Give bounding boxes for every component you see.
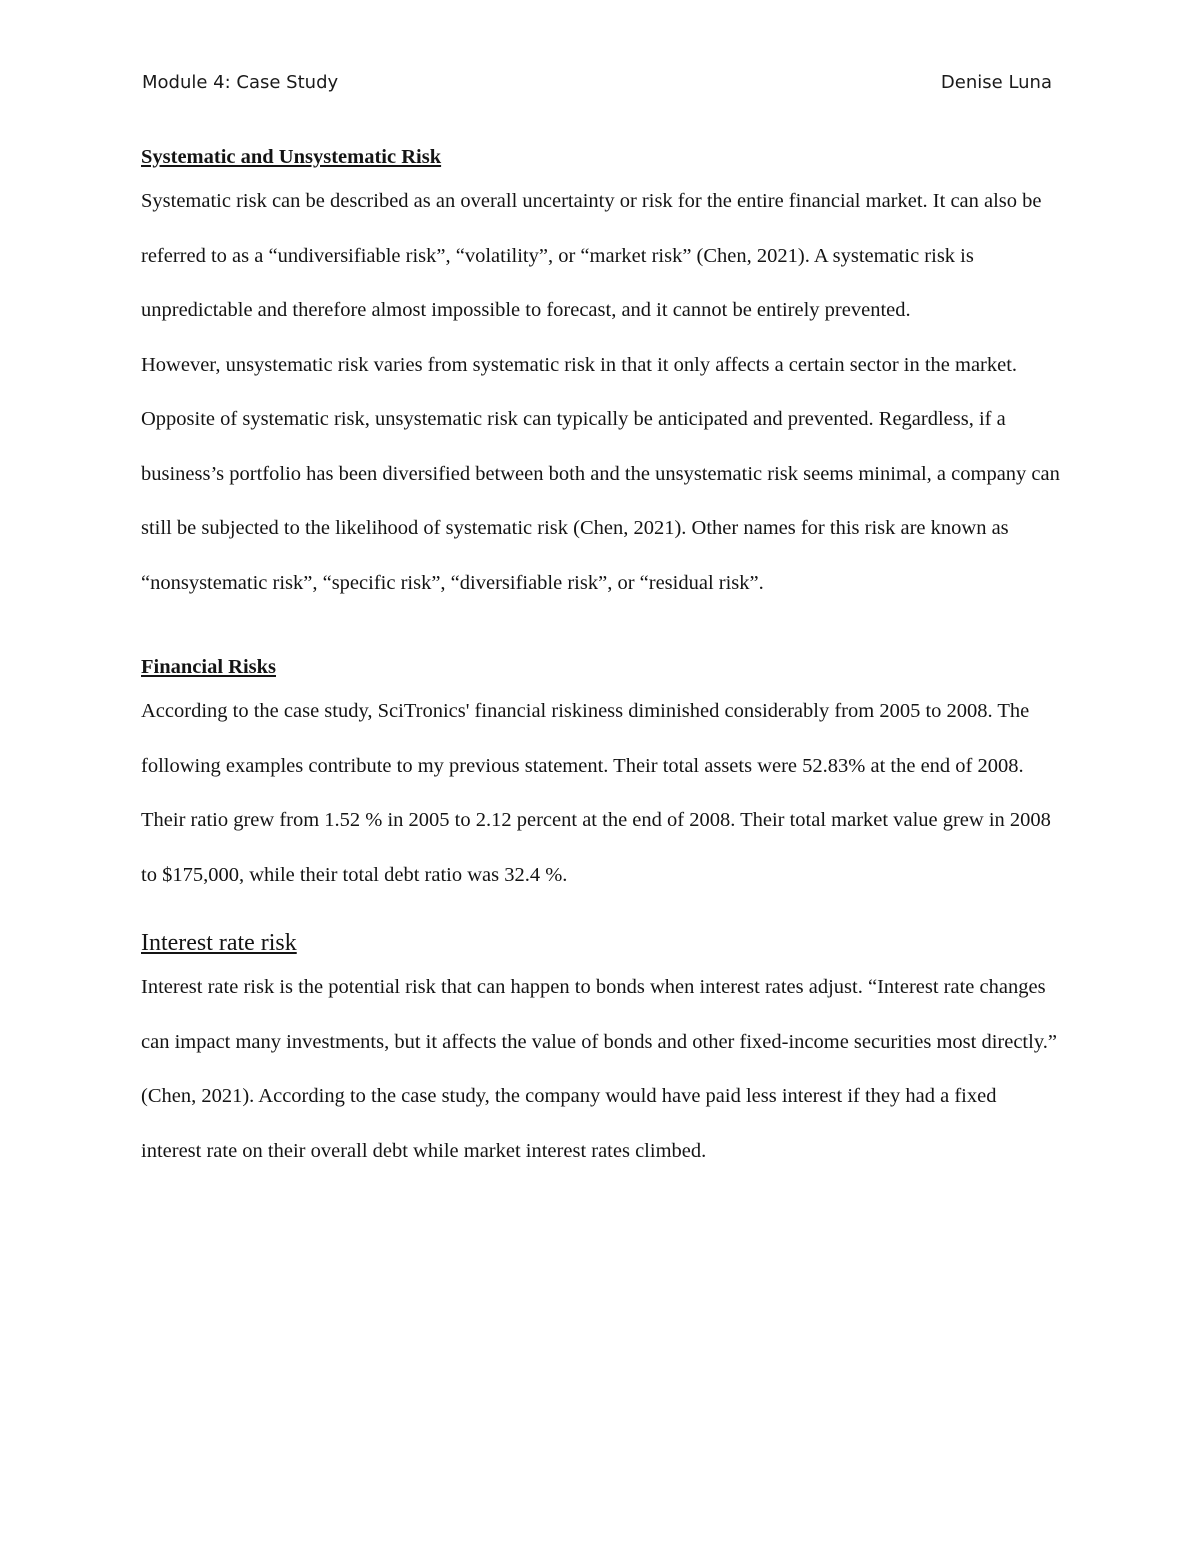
- page-header: [142, 72, 1052, 102]
- header-course-title: Module 4: Case Study: [142, 72, 339, 93]
- paragraph-unsystematic-risk: However, unsystematic risk varies from systematic risk in that it only affects a certain sector in the market. Opposite of systematic risk, unsystematic risk can typically be anticipated and prevented. Regardless, if a business’s portfolio has been diversified between both and the unsystematic risk seems minimal, a company can still be subjected to the likelihood of systematic risk (Chen, 2021). Other names for this risk are known as “nonsystematic risk”, “specific risk”, “diversifiable risk”, or “residual risk”.: [141, 353, 1060, 594]
- header-author-name: Denise Luna: [940, 72, 1052, 93]
- section-heading-systematic-risk: Systematic and Unsystematic Risk: [141, 146, 442, 168]
- paragraph-systematic-risk: Systematic risk can be described as an overall uncertainty or risk for the entire financial market. It can also be referred to as a “undiversifiable risk”, “volatility”, or “market risk” (Chen, 2021). A systematic risk is unpredictable and therefore almost impossible to forecast, and it cannot be entirely prevented.: [141, 190, 1042, 321]
- section-heading-financial-risks: Financial Risks: [141, 656, 276, 678]
- section-heading-interest-rate-risk: Interest rate risk: [141, 930, 297, 956]
- document-body: [141, 140, 1061, 1178]
- paragraph-interest-rate-risk: Interest rate risk is the potential risk that can happen to bonds when interest rates adjust. “Interest rate changes can impact many investments, but it affects the value of bonds and other fixed-income securities most directly.” (Chen, 2021). According to the case study, the company would have paid less interest if they had a fixed interest rate on their overall debt while market interest rates climbed.: [141, 976, 1057, 1162]
- paragraph-financial-risks: According to the case study, SciTronics' financial riskiness diminished considerably from 2005 to 2008. The following examples contribute to my previous statement. Their total assets were 52.83% at the end of 2008. Their ratio grew from 1.52 % in 2005 to 2.12 percent at the end of 2008. Their total market value grew in 2008 to $175,000, while their total debt ratio was 32.4 %.: [141, 700, 1051, 886]
